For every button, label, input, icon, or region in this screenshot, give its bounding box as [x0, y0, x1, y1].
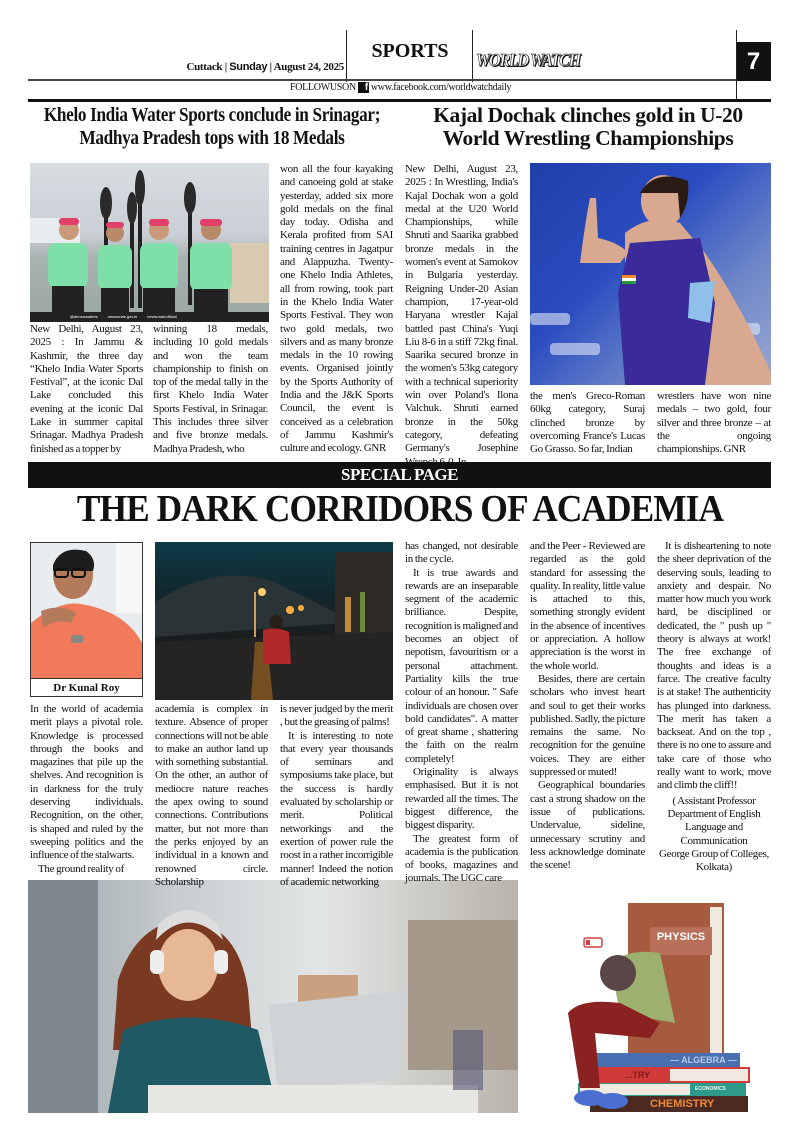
article1-column-3: won all the four kayaking and canoeing gold at stake yesterday, added six more gold medals on the final day today. Odisha and Kerala profited from SAI training centres in Jagatpur and Alappuzha. Twenty-one Khelo India Athletes, all from rowing, took part in the Khelo India Water Sports Festival. They won two gold medals, two silvers and as many bronze medals in the 10 rowing events. Organised jointly by the Sports Authority of India and the J&K Sports Council, the event is conceived as a celebration of Jammu Kashmir's culture and ecology. GNR [280, 163, 393, 455]
photo-illustration [155, 542, 393, 700]
section-title: SPORTS [371, 40, 449, 62]
article1-headline: Khelo India Water Sports conclude in Srinagar; Madhya Pradesh tops with 18 Medals [43, 104, 381, 149]
special-page-band: SPECIAL PAGE [28, 462, 771, 488]
special-column-2: academia is complex in texture. Absence of proper connections will not be able to make an author land up with something substantial. On the other, an author of mediocre nature reaches the apex owing to sound connections. Contributions matter, but not more than the perks enjoyed by an individual in a known and renowned circle. Scholarship [155, 703, 269, 888]
special-column-5: and the Peer - Reviewed are regarded as the gold standard for assessing the quality. In reality, little value is attached to this, something strongly evident in the absence of incentives or appreciation. A hollow appreciation is the worst in the whole world. Besides, there are certain scholars who invest heart and soul to get their works published. Sadly, the picture remains the same. No recognition for the genuine voices. They are either suppressed or muted! Geographical boundaries cast a strong shadow on the issue of publications. Undervalue, sideline, unnecessary scrutiny and less acknowledge dominate the scene! [530, 540, 645, 872]
author-photo-frame [30, 542, 143, 697]
special-column-6: It is disheartening to note the sheer deprivation of the deserving souls, leading to anxiety and despair. No matter how much you work hard, be disciplined or dedicated, the " push up " theory is always at work! The free exchange of thoughts and ideas is a farce. The creative faculty is at stake! The authenticity has plunged into darkness. The merit has taken a backseat. And on the top , there is no one to assure and take care of those who really want to work, move and climb the cliff!! ( Assistant Professor Department of English Language and Communication George Group of Colleges, Kolkata) [657, 540, 771, 874]
wrestler-photo [530, 163, 771, 385]
author-caption: Dr Kunal Roy [31, 678, 142, 696]
book-label-algebra: — ALGEBRA — [670, 1055, 737, 1065]
logo: WORLD WATCH [476, 50, 580, 70]
photo-credits: @airnewsalerts newsonair.gov.in newsonairofficial [70, 314, 177, 319]
facebook-link[interactable]: www.facebook.com/worldwatchdaily [370, 82, 512, 93]
special-column-1: In the world of academia merit plays a pivotal role. Knowledge is processed through the books and magazines that pile up the shelves. And recognition is in darkness for the truly deserving individuals. Recognition, on the other, is shaped and ruled by the sweeping politics and the influence of the stalwarts. The ground reality of [30, 703, 143, 875]
day: Sunday [229, 61, 268, 73]
rule-thick [28, 99, 771, 102]
article1-column-2: winning 18 medals, including 10 gold medals and won the team championship to finish on top of the medal tally in the first Khelo India Water Sports Festival, in Srinagar. This includes three silver and five bronze medals. Madhya Pradesh, who [153, 323, 268, 455]
divider [472, 30, 473, 82]
date: August 24, 2025 [273, 61, 344, 73]
stressed-student-illustration [540, 893, 770, 1113]
rule [28, 79, 736, 81]
book-label-physics: PHYSICS [656, 931, 706, 943]
article2-column-3: wrestlers have won nine medals – two gold, four silver and three bronze – at the ongoing championships. GNR [657, 390, 771, 456]
follow-label: FOLLOWUSON [290, 82, 356, 93]
author-photo [31, 543, 142, 678]
photo-illustration [30, 163, 269, 322]
special-column-3: is never judged by the merit , but the greasing of palms! It is interesting to note that every year thousands of seminars and symposiums take place, but the success is hardly evaluated by scholarship or merit. Political networkings and the exertion of power rule the roost in a rather incorrigible manner! Indeed the notion of academic networking [280, 703, 393, 888]
book-label-economics: ECONOMICS [695, 1086, 726, 1092]
divider [736, 30, 737, 100]
photo-illustration [28, 880, 518, 1113]
article2-column-1: New Delhi, August 23, 2025 : In Wrestling, India's Kajal Dochak won a gold medal at the U20 World Championships, while Shruti and Saarika grabbed bronze medals in the women's event at Samokov in Bulgaria yesterday. Reigning Under-20 Asian champion, 17-year-old Haryana wrestler Kajal battled past China's Yuqi Liu 8-6 in a stiff 72kg final. Saarika secured bronze in the women's 53kg category with a technical superiority win over Poland's Ilona Valchuk. Shruti earned bronze in the 50kg category, defeating Germany's Josephine Wrench 6-0. In [405, 163, 518, 468]
article1-column-1: New Delhi, August 23, 2025 : In Jammu & Kashmir, the three day “Khelo India Water Sports Festival”, at the iconic Dal Lake concluded this evening at the iconic Dal Lake in summer capital Srinagar. Madhya Pradesh finished as a topper by [30, 323, 143, 455]
dark-corridor-photo [155, 542, 393, 700]
kayak-team-photo [30, 163, 269, 322]
special-headline: THE DARK CORRIDORS OF ACADEMIA [76, 488, 724, 530]
dateline: Cuttack | Sunday | August 24, 2025 [186, 61, 344, 73]
photo-illustration [530, 163, 771, 385]
special-column-4: has changed, not desirable in the cycle. It is true awards and rewards are an inseparable segment of the academic brilliance. Despite, recognition is maligned and becomes an object of nepotism, favouritism or a personal attachment. Partiality kills the true colour of an honour. " Safe individuals are chosen over bold candidates". A matter of great shame , shattering the faith on the realm completely! Originality is always emphasised. But it is not rewarded all the times. The biggest difference, the biggest disparity. The greatest form of academia is the publication of books, magazines and journals. The UGC care [405, 540, 518, 885]
author-signoff: ( Assistant Professor Department of English Language and Communication George Group of Colleges, Kolkata) [659, 794, 769, 874]
article2-column-2: the men's Greco-Roman 60kg category, Suraj clinched bronze by overcoming France's Lucas Go Grasso. So far, Indian [530, 390, 645, 456]
book-label-geometry: ...TRY [625, 1070, 651, 1080]
facebook-icon[interactable]: f [358, 82, 369, 93]
illustration [540, 893, 770, 1113]
follow-bar [290, 82, 511, 93]
book-label-chemistry: CHEMISTRY [650, 1098, 715, 1110]
city: Cuttack [186, 61, 223, 73]
student-laptop-photo [28, 880, 518, 1113]
divider [346, 30, 347, 82]
page-number: 7 [736, 42, 771, 81]
article2-headline: Kajal Dochak clinches gold in U-20 World Wrestling Championships [433, 103, 743, 150]
